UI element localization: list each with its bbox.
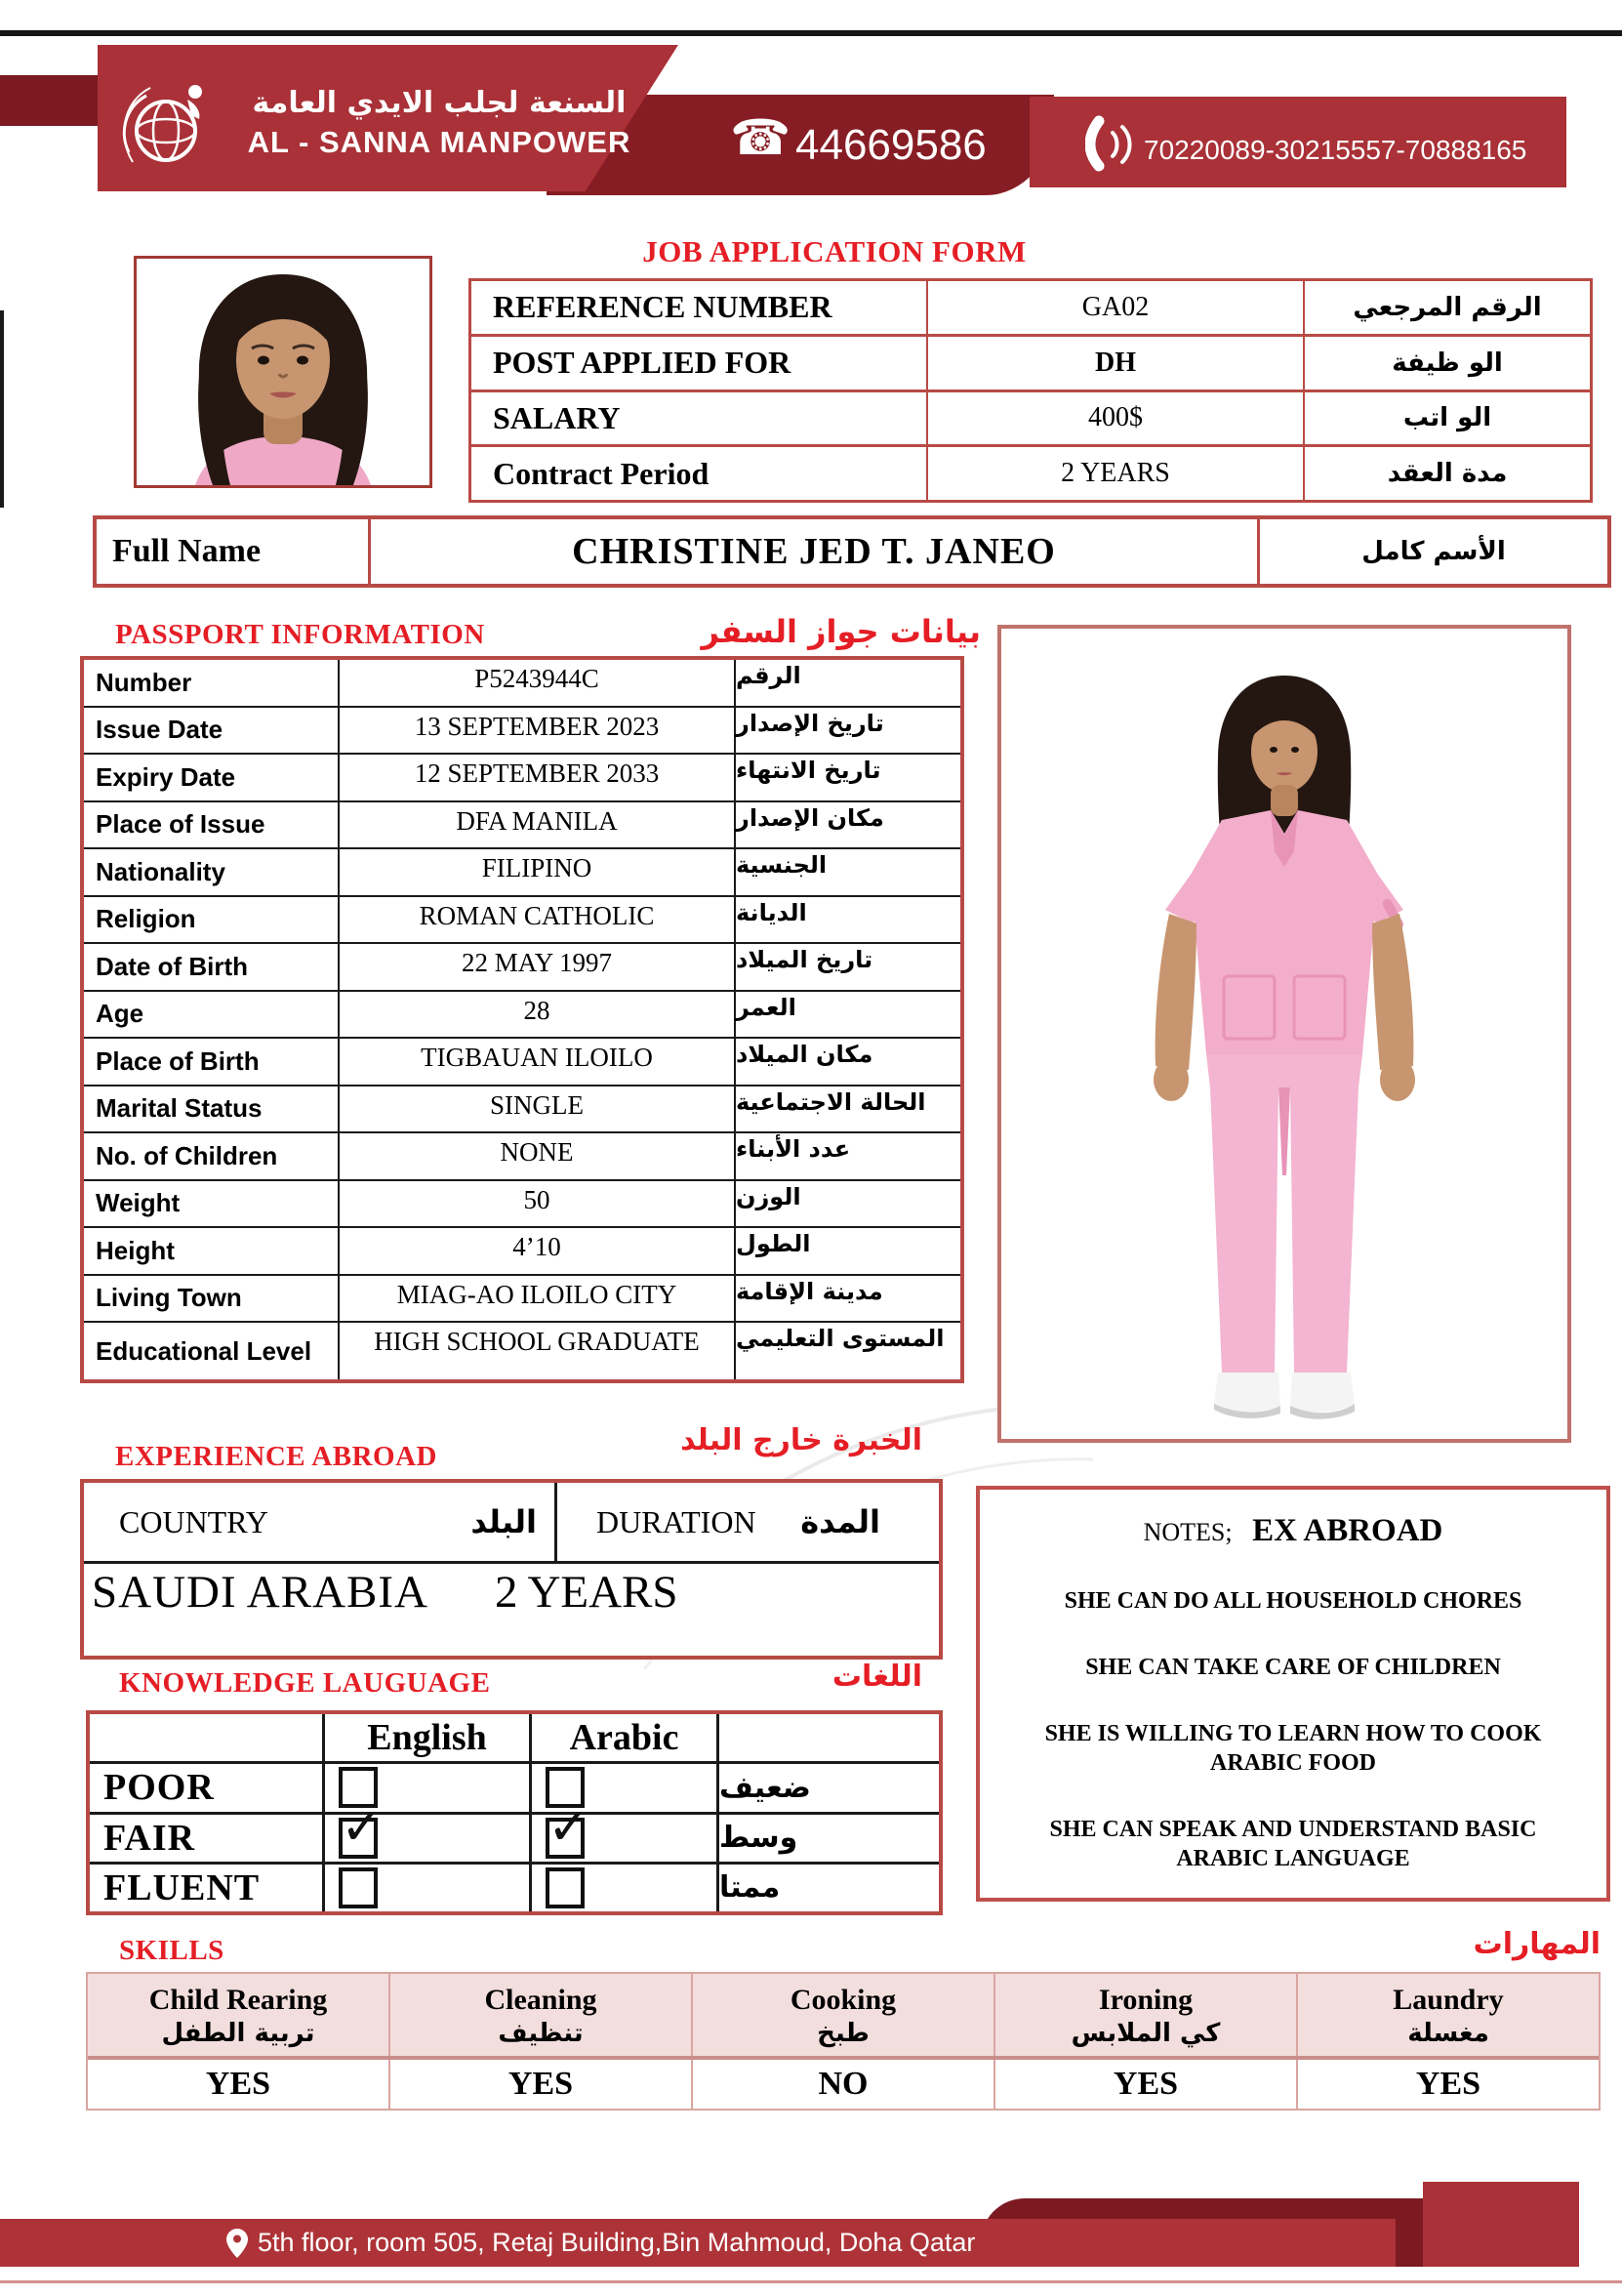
expiry-date-label: Expiry Date xyxy=(96,761,236,792)
educational-level-label: Educational Level xyxy=(96,1335,312,1366)
language-section-title: KNOWLEDGE LAUGUAGE xyxy=(119,1667,491,1699)
religion-arabic: الديانة xyxy=(734,897,960,943)
table-row xyxy=(84,1039,960,1086)
height-label: Height xyxy=(96,1235,175,1265)
cleaning-header-arabic: تنظيف xyxy=(498,2019,584,2048)
bottom-divider-line xyxy=(0,2280,1622,2283)
weight-label: Weight xyxy=(96,1188,181,1218)
height-arabic: الطول xyxy=(734,1228,960,1274)
child-rearing-header-arabic: تربية الطفل xyxy=(161,2019,315,2048)
cooking-header: Cooking xyxy=(790,1984,897,2016)
reference-number-label: REFERENCE NUMBER xyxy=(493,289,832,325)
experience-section-title-arabic: الخبرة خارج البلد xyxy=(680,1423,922,1457)
post-applied-label: POST APPLIED FOR xyxy=(493,345,791,381)
poor-row-label: POOR xyxy=(103,1767,215,1809)
full-name-arabic: الأسم كامل xyxy=(1257,519,1607,584)
fluent-row-arabic: ممتا xyxy=(716,1865,939,1911)
table-row xyxy=(471,392,1590,448)
full-name-label: Full Name xyxy=(112,533,262,569)
table-row xyxy=(84,1086,960,1134)
english-column-header: English xyxy=(322,1714,529,1761)
contract-period-value: 2 YEARS xyxy=(926,447,1303,500)
age-label: Age xyxy=(96,999,144,1029)
notes-heading: EX ABROAD xyxy=(1252,1513,1443,1548)
passport-information-table xyxy=(80,656,964,1383)
reference-number-value: GA02 xyxy=(926,281,1303,334)
notes-line: SHE CAN SPEAK AND UNDERSTAND BASIC ARABIC LANGUAGE xyxy=(1049,1817,1537,1871)
country-column-header-arabic: البلد xyxy=(470,1503,537,1540)
weight-arabic: الوزن xyxy=(734,1181,960,1227)
laundry-header-arabic: مغسلة xyxy=(1407,2019,1489,2048)
cleaning-value: YES xyxy=(388,2060,691,2109)
country-column-header: COUNTRY xyxy=(119,1503,268,1539)
fluent-arabic-checkbox[interactable] xyxy=(546,1867,585,1908)
cooking-header-arabic: طبخ xyxy=(817,2019,870,2048)
full-name-row xyxy=(93,515,1611,588)
children-label: No. of Children xyxy=(96,1140,278,1170)
table-row xyxy=(471,447,1590,500)
table-row xyxy=(471,337,1590,392)
place-of-issue-arabic: مكان الإصدار xyxy=(734,802,960,848)
footer-right-red-block xyxy=(1423,2182,1579,2267)
fair-arabic-checkbox[interactable] xyxy=(546,1797,590,1859)
fair-row-label: FAIR xyxy=(103,1817,196,1859)
ironing-value: YES xyxy=(993,2060,1296,2109)
experience-section-title: EXPERIENCE ABROAD xyxy=(115,1441,437,1472)
poor-row-arabic: ضعيف xyxy=(716,1764,939,1811)
living-town-label: Living Town xyxy=(96,1283,242,1313)
child-rearing-value: YES xyxy=(205,2066,271,2102)
table-header-row xyxy=(84,1483,939,1564)
location-pin-icon xyxy=(226,2229,248,2258)
salary-value: 400$ xyxy=(926,392,1303,445)
post-applied-value: DH xyxy=(926,337,1303,390)
age-value: 28 xyxy=(338,992,734,1038)
religion-label: Religion xyxy=(96,904,196,934)
notes-label: NOTES; xyxy=(1143,1518,1233,1546)
educational-level-arabic: المستوى التعليمي xyxy=(734,1323,960,1379)
contract-period-arabic: مدة العقد xyxy=(1303,447,1590,500)
passport-section-title-arabic: بيانات جواز السفر xyxy=(701,613,981,650)
ironing-header-arabic: كي الملابس xyxy=(1071,2019,1221,2048)
applicant-portrait-photo xyxy=(134,256,432,488)
living-town-value: MIAG-AO ILOILO CITY xyxy=(338,1276,734,1322)
full-name-value: CHRISTINE JED T. JANEO xyxy=(368,519,1257,584)
place-of-issue-label: Place of Issue xyxy=(96,809,265,840)
living-town-arabic: مدينة الإقامة xyxy=(734,1276,960,1322)
fluent-english-checkbox[interactable] xyxy=(339,1867,378,1908)
table-row xyxy=(84,1181,960,1229)
marital-status-value: SINGLE xyxy=(338,1086,734,1132)
table-row xyxy=(90,1797,939,1865)
religion-value: ROMAN CATHOLIC xyxy=(338,897,734,943)
fair-english-checkbox[interactable] xyxy=(339,1797,384,1859)
cooking-value: NO xyxy=(691,2060,993,2109)
application-summary-table xyxy=(468,278,1593,503)
top-divider-line xyxy=(0,30,1622,36)
table-row xyxy=(88,2060,1599,2109)
globe-logo-icon xyxy=(117,74,219,180)
reference-number-arabic: الرقم المرجعي xyxy=(1303,281,1590,334)
date-of-birth-arabic: تاريخ الميلاد xyxy=(734,944,960,990)
language-section-title-arabic: اللغات xyxy=(831,1660,922,1694)
footer-address: 5th floor, room 505, Retaj Building,Bin Mahmoud, Doha Qatar xyxy=(258,2228,976,2257)
table-row xyxy=(84,849,960,897)
passport-section-title: PASSPORT INFORMATION xyxy=(115,619,485,650)
applicant-full-body-photo xyxy=(997,625,1571,1443)
skills-section-title: SKILLS xyxy=(119,1935,224,1966)
nationality-arabic: الجنسية xyxy=(734,849,960,895)
table-row xyxy=(84,992,960,1040)
post-applied-arabic: الو ظيفة xyxy=(1303,337,1590,390)
fair-row-arabic: وسط xyxy=(716,1815,939,1862)
table-row xyxy=(84,1276,960,1324)
nationality-label: Nationality xyxy=(96,856,225,886)
table-row xyxy=(84,755,960,802)
height-value: 4’10 xyxy=(338,1228,734,1274)
passport-number-label: Number xyxy=(96,667,192,697)
marital-status-arabic: الحالة الاجتماعية xyxy=(734,1086,960,1132)
laundry-value: YES xyxy=(1296,2060,1599,2109)
weight-value: 50 xyxy=(338,1181,734,1227)
salary-label: SALARY xyxy=(493,399,621,435)
mobile-call-icon xyxy=(1085,115,1136,172)
place-of-birth-label: Place of Birth xyxy=(96,1046,260,1076)
table-row xyxy=(84,1228,960,1276)
arabic-column-header: Arabic xyxy=(529,1714,716,1761)
table-row xyxy=(84,1133,960,1181)
children-arabic: عدد الأبناء xyxy=(734,1133,960,1179)
issue-date-value: 13 SEPTEMBER 2023 xyxy=(338,708,734,754)
table-row xyxy=(84,802,960,850)
phone-icon: ☎ xyxy=(730,109,791,166)
check-icon: ✓ xyxy=(547,1797,590,1857)
header-mobile-numbers: 70220089-30215557-70888165 xyxy=(1144,135,1527,165)
table-row xyxy=(84,660,960,708)
table-row xyxy=(84,944,960,992)
notes-line: SHE CAN DO ALL HOUSEHOLD CHORES xyxy=(1064,1588,1522,1614)
table-row xyxy=(84,1564,939,1656)
duration-column-header: DURATION xyxy=(596,1503,756,1539)
nationality-value: FILIPINO xyxy=(338,849,734,895)
experience-abroad-table xyxy=(80,1479,943,1660)
check-icon: ✓ xyxy=(341,1797,384,1857)
header-arabic-name: السنعة لجلب الايدي العامة xyxy=(252,86,627,120)
issue-date-label: Issue Date xyxy=(96,715,223,745)
passport-number-value: P5243944C xyxy=(338,660,734,706)
child-rearing-header: Child Rearing xyxy=(148,1984,328,2016)
issue-date-arabic: تاريخ الإصدار xyxy=(734,708,960,754)
notes-line: SHE IS WILLING TO LEARN HOW TO COOK ARABIC FOOD xyxy=(1044,1721,1542,1776)
page-title: JOB APPLICATION FORM xyxy=(642,234,1027,268)
experience-country-value: SAUDI ARABIA xyxy=(92,1567,428,1618)
cleaning-header: Cleaning xyxy=(484,1984,597,2016)
header-company-name: AL - SANNA MANPOWER xyxy=(247,125,631,159)
notes-box xyxy=(976,1486,1610,1902)
notes-line: SHE CAN TAKE CARE OF CHILDREN xyxy=(1085,1655,1501,1680)
left-scan-edge xyxy=(0,310,4,508)
fluent-row-label: FLUENT xyxy=(103,1866,261,1908)
educational-level-value: HIGH SCHOOL GRADUATE xyxy=(338,1323,734,1379)
header-phone-number: 44669586 xyxy=(795,121,987,169)
place-of-birth-value: TIGBAUAN ILOILO xyxy=(338,1039,734,1085)
salary-arabic: الو اتب xyxy=(1303,392,1590,445)
place-of-birth-arabic: مكان الميلاد xyxy=(734,1039,960,1085)
table-row xyxy=(90,1764,939,1814)
language-knowledge-table xyxy=(86,1710,943,1915)
date-of-birth-label: Date of Birth xyxy=(96,951,248,981)
table-row xyxy=(84,897,960,945)
expiry-date-arabic: تاريخ الانتهاء xyxy=(734,755,960,800)
duration-column-header-arabic: المدة xyxy=(800,1503,880,1540)
skills-table xyxy=(86,1972,1601,2111)
marital-status-label: Marital Status xyxy=(96,1093,263,1124)
table-row xyxy=(471,281,1590,337)
table-row xyxy=(84,1323,960,1379)
expiry-date-value: 12 SEPTEMBER 2033 xyxy=(338,755,734,800)
table-row xyxy=(90,1865,939,1911)
footer-address-band xyxy=(0,2219,1396,2267)
age-arabic: العمر xyxy=(734,992,960,1038)
header-left-dark-band xyxy=(0,75,109,126)
laundry-header: Laundry xyxy=(1393,1984,1504,2016)
experience-duration-value: 2 YEARS xyxy=(494,1567,678,1618)
contract-period-label: Contract Period xyxy=(493,455,710,491)
table-row xyxy=(84,708,960,756)
table-header-row xyxy=(88,1974,1599,2060)
children-value: NONE xyxy=(338,1133,734,1179)
passport-number-arabic: الرقم xyxy=(734,660,960,706)
date-of-birth-value: 22 MAY 1997 xyxy=(338,944,734,990)
skills-section-title-arabic: المهارات xyxy=(1473,1927,1601,1961)
place-of-issue-value: DFA MANILA xyxy=(338,802,734,848)
table-header-row xyxy=(90,1714,939,1764)
ironing-header: Ironing xyxy=(1098,1984,1194,2016)
